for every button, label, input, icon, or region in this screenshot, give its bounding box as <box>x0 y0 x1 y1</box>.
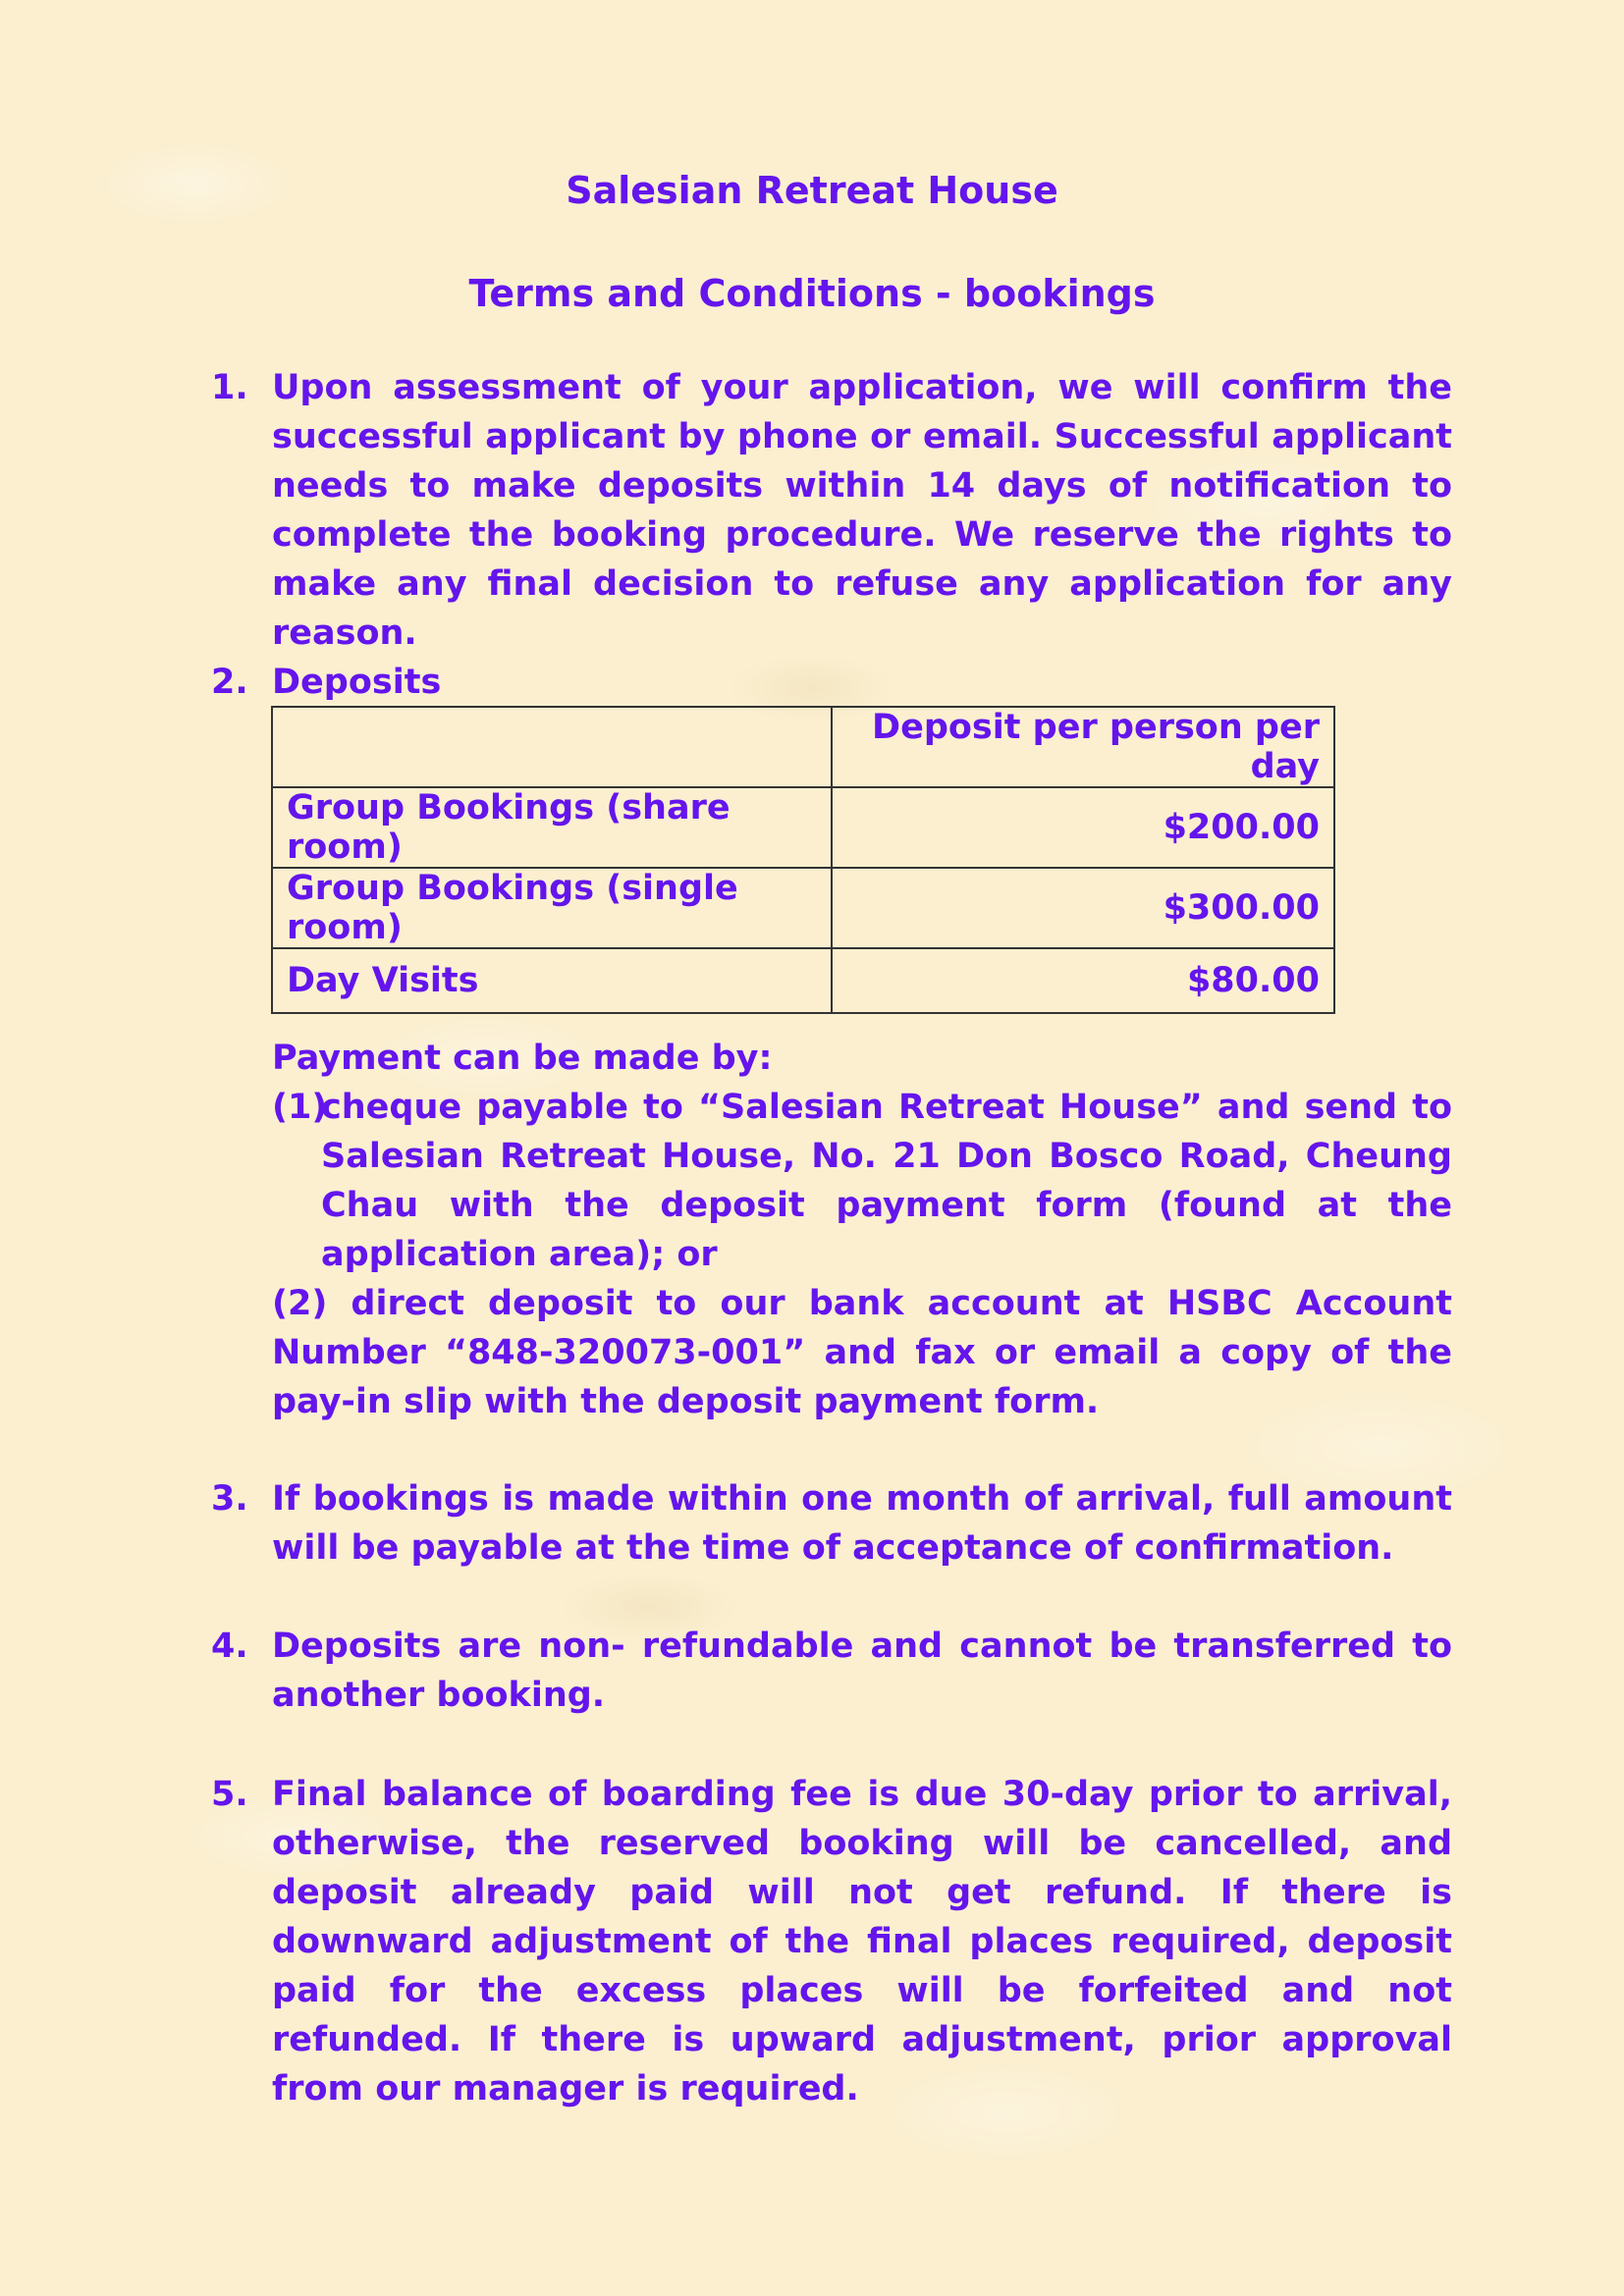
term-item-1 <box>211 363 1452 658</box>
term-text: Final balance of boarding fee is due 30-day prior to arrival, otherwise, the reserved booking will be cancelled, and deposit already paid will not get refund. If there is downward adjustment of the final places required, deposit paid for the excess places will be forfeited and not refunded. If there is upward adjustment, prior approval from our manager is required. <box>272 1775 1452 2109</box>
term-text: If bookings is made within one month of arrival, full amount will be payable at the time of acceptance of confirmation. <box>272 1479 1452 1568</box>
deposit-table <box>271 706 1335 1014</box>
table-cell-value: $200.00 <box>832 787 1334 868</box>
table-row <box>272 787 1334 868</box>
term-item-5 <box>211 1770 1452 2113</box>
payment-option-2: (2) direct deposit to our bank account at HSBC Account Number “848-320073-001” and fax or email a copy of the pay-in slip with the deposit payment form. <box>272 1284 1452 1421</box>
table-header-blank <box>272 707 832 787</box>
term-number: 5. <box>211 1775 248 1814</box>
table-cell-label: Group Bookings (share room) <box>272 787 832 868</box>
table-cell-value: $80.00 <box>832 948 1334 1013</box>
term-text: Upon assessment of your application, we will confirm the successful applicant by phone or email. Successful applicant needs to make deposits within 14 days of notification to complete the booking procedure. We reserve the rights to make any final decision to refuse any application for any reason. <box>272 368 1452 653</box>
term-number: 4. <box>211 1627 248 1666</box>
payment-option-1-label: (1) <box>272 1088 328 1127</box>
table-row <box>272 868 1334 948</box>
term-number: 3. <box>211 1479 248 1519</box>
term-number: 1. <box>211 368 248 407</box>
table-cell-value: $300.00 <box>832 868 1334 948</box>
table-header-deposit: Deposit per person per day <box>832 707 1334 787</box>
document-subtitle: Terms and Conditions - bookings <box>468 272 1156 315</box>
document-title: Salesian Retreat House <box>566 169 1058 212</box>
term-item-4 <box>211 1622 1452 1720</box>
table-cell-label: Group Bookings (single room) <box>272 868 832 948</box>
term-number: 2. <box>211 663 248 702</box>
term-text: Deposits are non- refundable and cannot be transferred to another booking. <box>272 1627 1452 1715</box>
term-item-3 <box>211 1474 1452 1573</box>
table-row <box>272 948 1334 1013</box>
payment-intro: Payment can be made by: <box>272 1039 773 1078</box>
term-heading-deposits: Deposits <box>272 663 442 702</box>
table-header-row <box>272 707 1334 787</box>
table-cell-label: Day Visits <box>272 948 832 1013</box>
term-item-2 <box>211 658 1452 707</box>
payment-option-1-text: cheque payable to “Salesian Retreat House” and send to Salesian Retreat House, No. 21 Don Bosco Road, Cheung Chau with the deposit payment form (found at the application area); or <box>321 1088 1452 1274</box>
payment-option-1 <box>272 1083 1452 1279</box>
